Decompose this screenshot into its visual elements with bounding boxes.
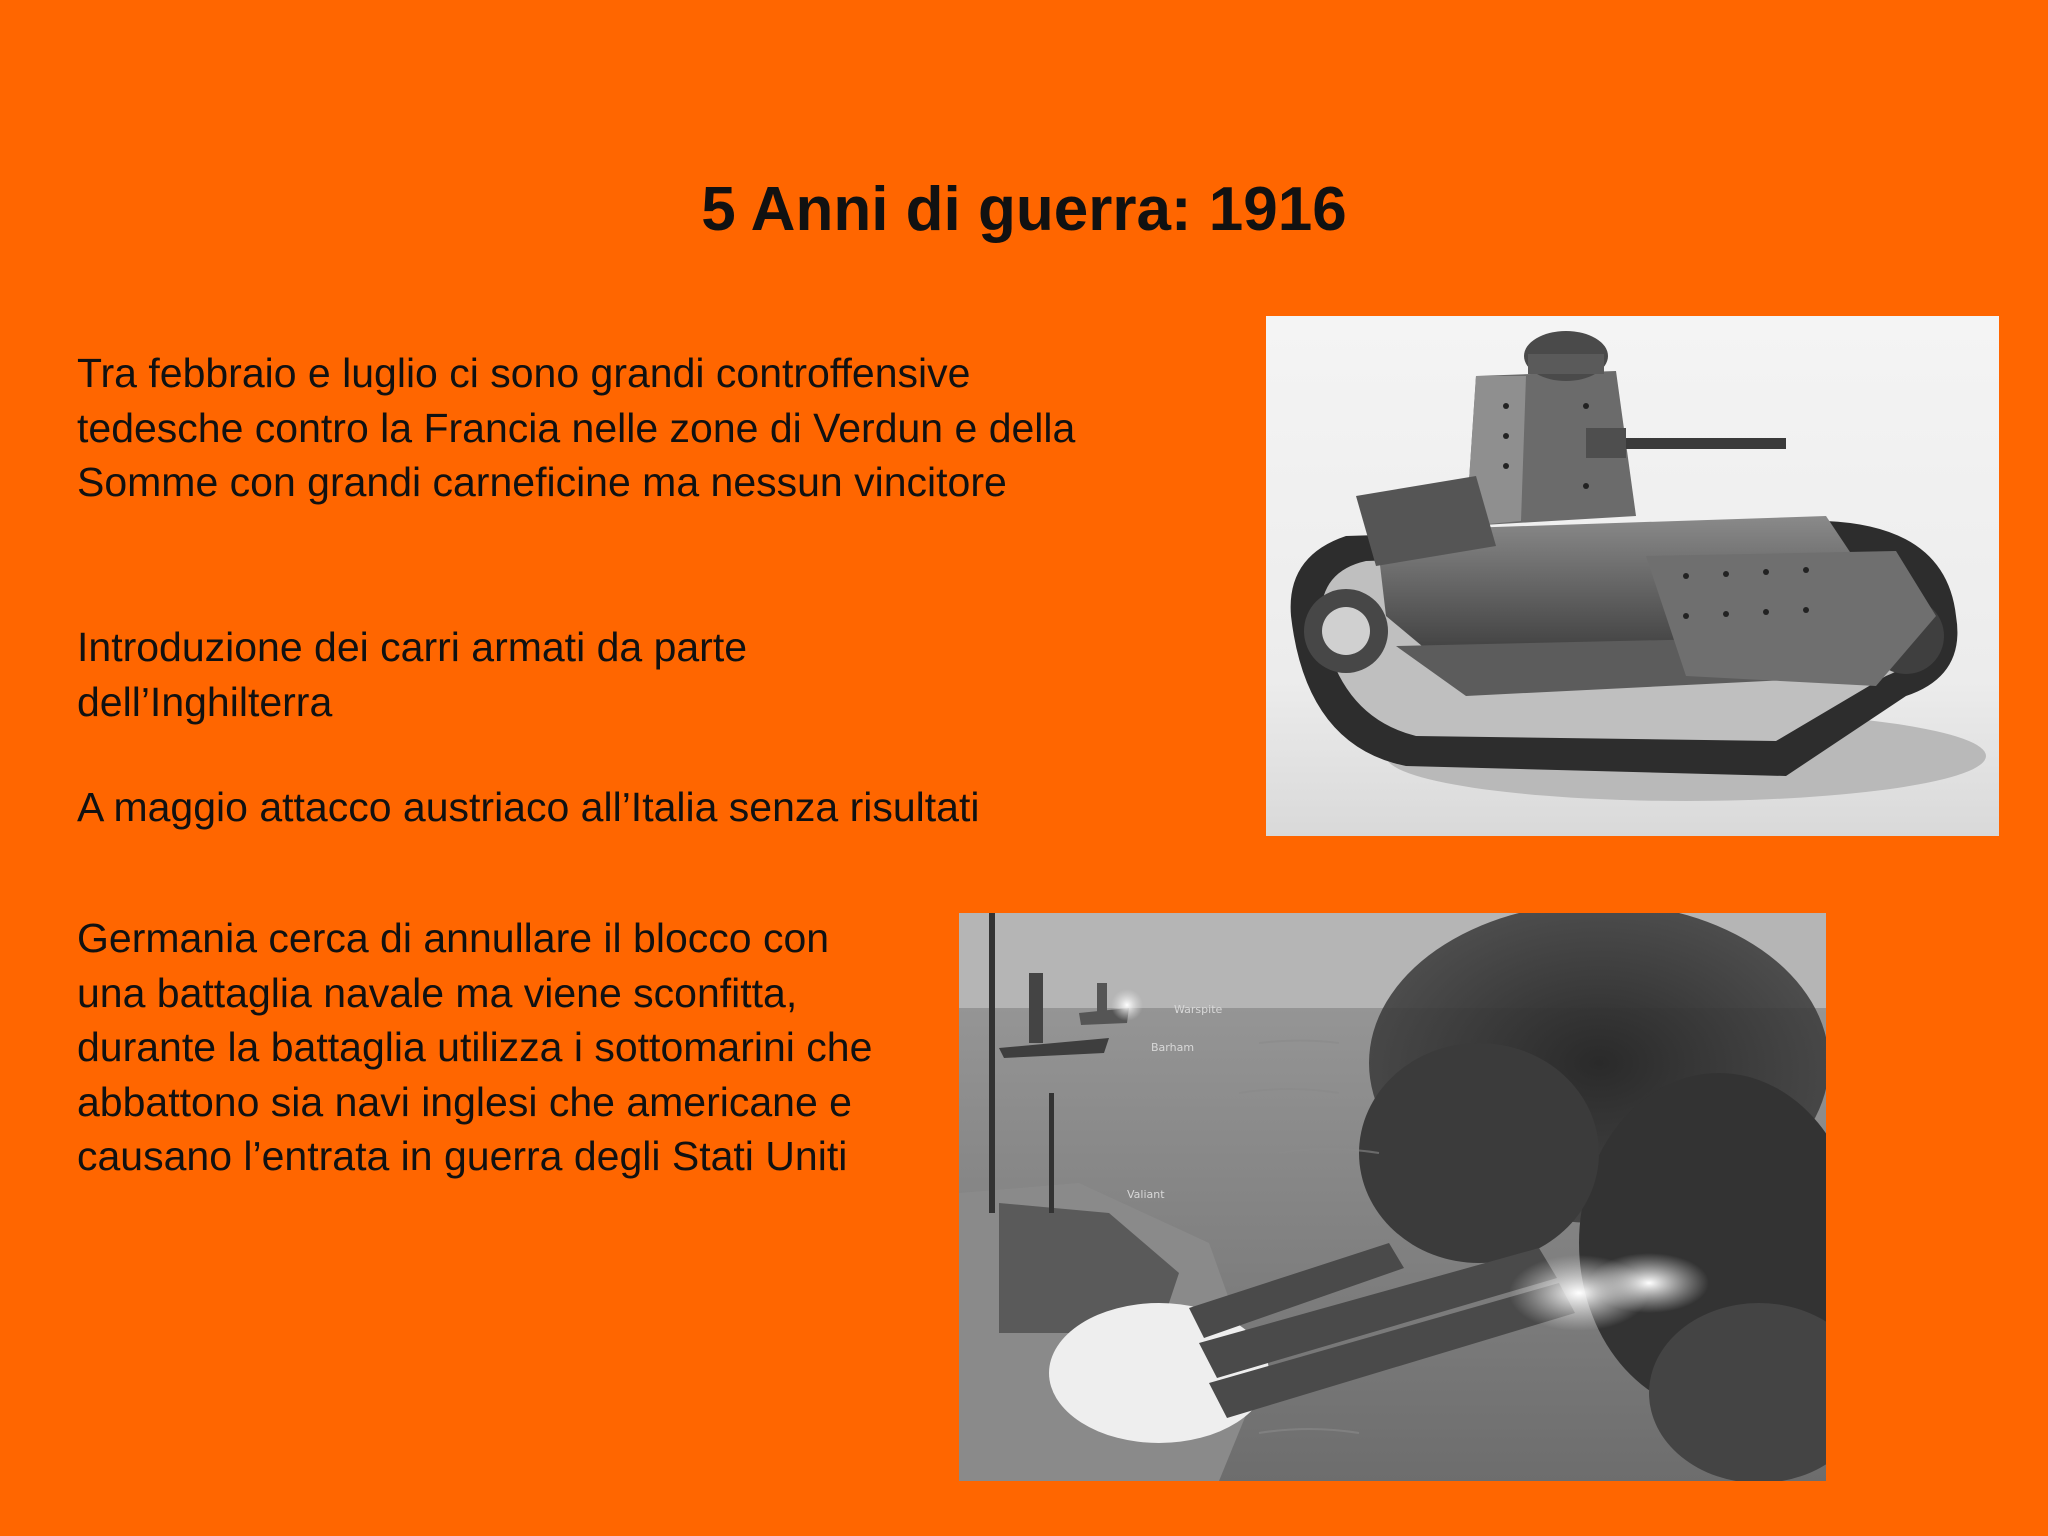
caption-valiant: Valiant bbox=[1127, 1188, 1165, 1201]
caption-barham: Barham bbox=[1151, 1041, 1195, 1054]
caption-warspite: Warspite bbox=[1174, 1003, 1223, 1016]
paragraph-tanks: Introduzione dei carri armati da parte dell’Inghilterra bbox=[77, 624, 748, 725]
paragraph-verdun-somme: Tra febbraio e luglio ci sono grandi controffensive tedesche contro la Francia nelle zone di Verdun e della Somme con grandi carneficine ma nessun vincitore bbox=[77, 350, 1076, 505]
paragraph-naval-battle: Germania cerca di annullare il blocco con una battaglia navale ma viene sconfitta, durante la battaglia utilizza i sottomarini che abbattono sia navi inglesi che americane e causano l’entrata in guerra degli Stati Uniti bbox=[77, 915, 873, 1179]
battleship-photo bbox=[959, 913, 1826, 1481]
tank-photo bbox=[1266, 316, 1999, 836]
paragraph-austrian-attack: A maggio attacco austriaco all’Italia senza risultati bbox=[77, 784, 980, 830]
slide-title: 5 Anni di guerra: 1916 bbox=[701, 175, 1347, 244]
